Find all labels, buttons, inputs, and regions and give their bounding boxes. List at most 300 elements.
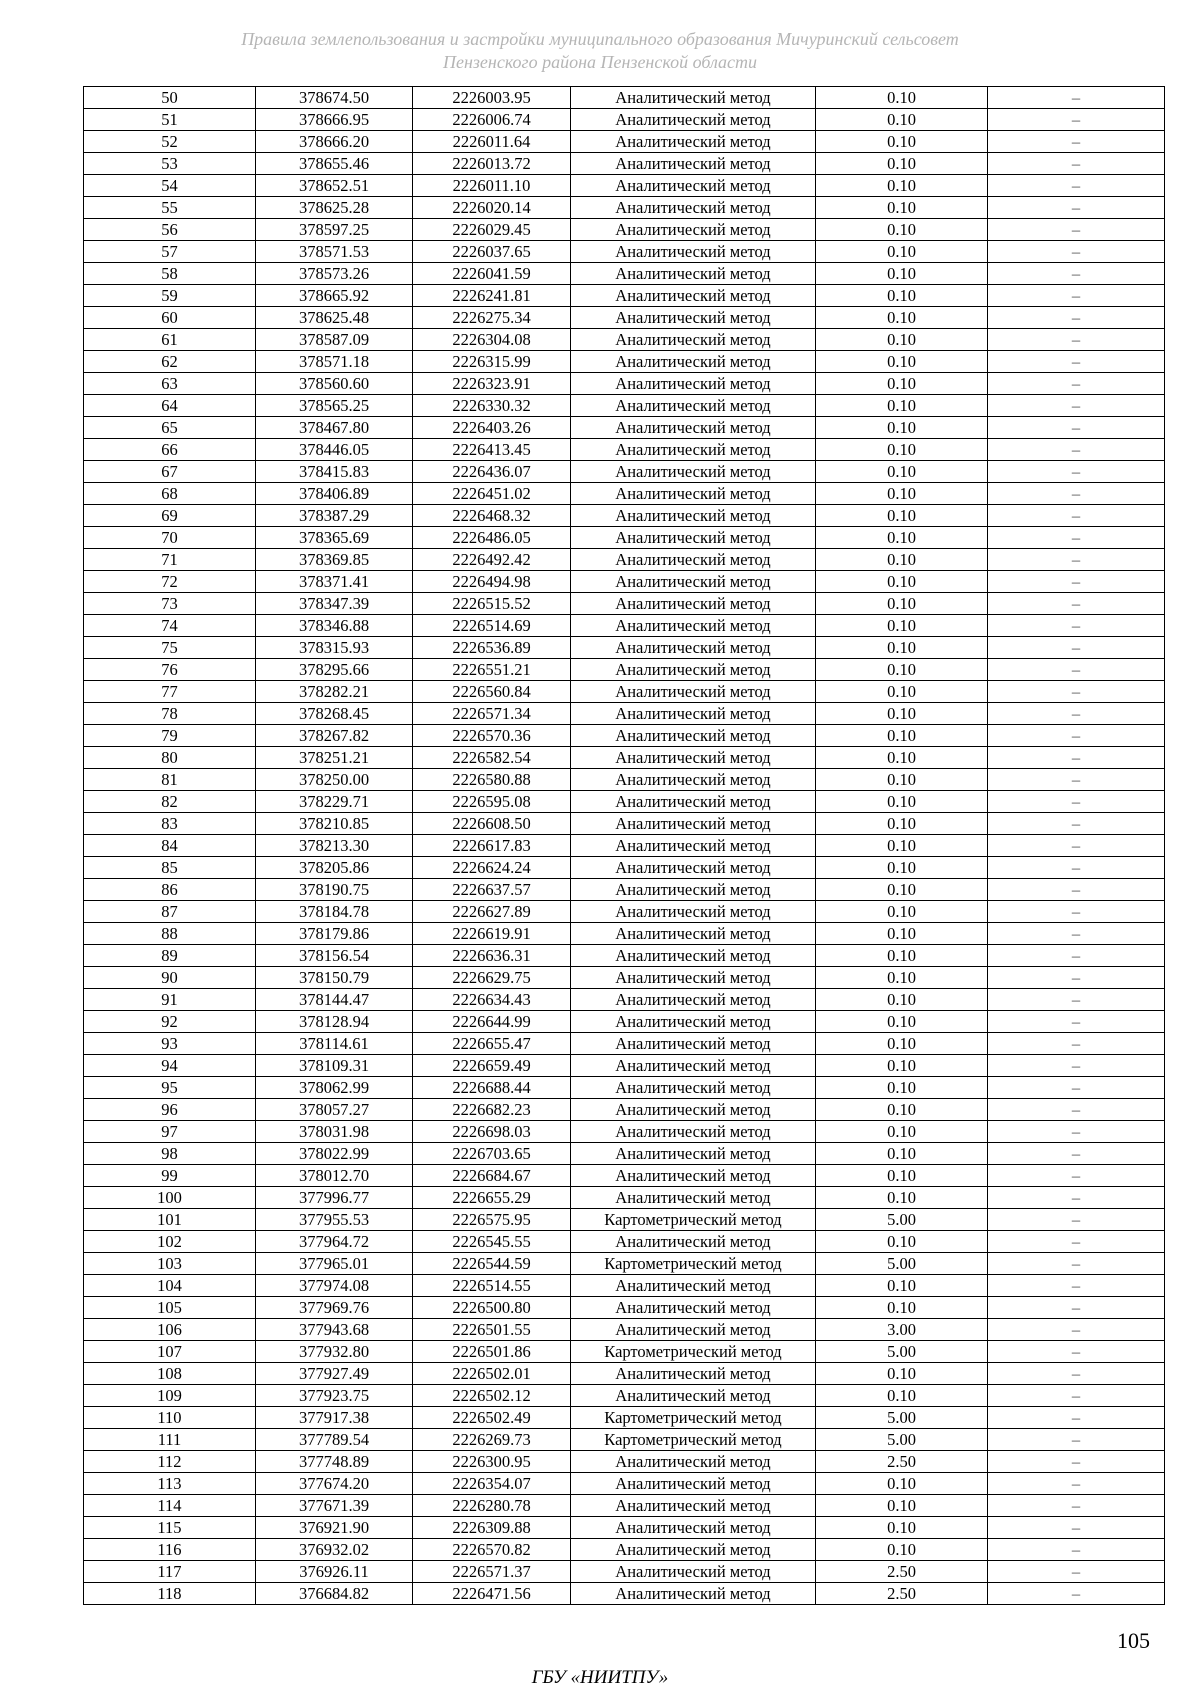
- accuracy-cell: 2.50: [816, 1451, 988, 1473]
- x-coordinate-cell: 378369.85: [256, 549, 413, 571]
- x-coordinate-cell: 377964.72: [256, 1231, 413, 1253]
- point-number-cell: 108: [84, 1363, 256, 1385]
- y-coordinate-cell: 2226280.78: [413, 1495, 571, 1517]
- x-coordinate-cell: 378062.99: [256, 1077, 413, 1099]
- y-coordinate-cell: 2226551.21: [413, 659, 571, 681]
- y-coordinate-cell: 2226655.47: [413, 1033, 571, 1055]
- x-coordinate-cell: 377996.77: [256, 1187, 413, 1209]
- note-cell: –: [988, 901, 1165, 923]
- x-coordinate-cell: 377943.68: [256, 1319, 413, 1341]
- table-row: [84, 483, 1165, 505]
- method-cell: Аналитический метод: [571, 1121, 816, 1143]
- x-coordinate-cell: 377671.39: [256, 1495, 413, 1517]
- table-row: [84, 241, 1165, 263]
- table-row: [84, 659, 1165, 681]
- y-coordinate-cell: 2226698.03: [413, 1121, 571, 1143]
- point-number-cell: 62: [84, 351, 256, 373]
- table-row: [84, 1055, 1165, 1077]
- y-coordinate-cell: 2226304.08: [413, 329, 571, 351]
- x-coordinate-cell: 378144.47: [256, 989, 413, 1011]
- note-cell: –: [988, 1539, 1165, 1561]
- table-row: [84, 527, 1165, 549]
- y-coordinate-cell: 2226502.01: [413, 1363, 571, 1385]
- point-number-cell: 114: [84, 1495, 256, 1517]
- x-coordinate-cell: 377927.49: [256, 1363, 413, 1385]
- note-cell: –: [988, 1011, 1165, 1033]
- table-row: [84, 175, 1165, 197]
- x-coordinate-cell: 377789.54: [256, 1429, 413, 1451]
- note-cell: –: [988, 703, 1165, 725]
- y-coordinate-cell: 2226501.55: [413, 1319, 571, 1341]
- method-cell: Аналитический метод: [571, 945, 816, 967]
- method-cell: Картометрический метод: [571, 1407, 816, 1429]
- accuracy-cell: 5.00: [816, 1429, 988, 1451]
- point-number-cell: 93: [84, 1033, 256, 1055]
- y-coordinate-cell: 2226500.80: [413, 1297, 571, 1319]
- method-cell: Картометрический метод: [571, 1253, 816, 1275]
- note-cell: –: [988, 857, 1165, 879]
- method-cell: Аналитический метод: [571, 1495, 816, 1517]
- note-cell: –: [988, 1583, 1165, 1605]
- x-coordinate-cell: 378210.85: [256, 813, 413, 835]
- point-number-cell: 58: [84, 263, 256, 285]
- accuracy-cell: 0.10: [816, 329, 988, 351]
- method-cell: Аналитический метод: [571, 197, 816, 219]
- method-cell: Аналитический метод: [571, 1539, 816, 1561]
- method-cell: Аналитический метод: [571, 1011, 816, 1033]
- table-row: [84, 1473, 1165, 1495]
- point-number-cell: 110: [84, 1407, 256, 1429]
- point-number-cell: 80: [84, 747, 256, 769]
- method-cell: Аналитический метод: [571, 1319, 816, 1341]
- method-cell: Аналитический метод: [571, 175, 816, 197]
- y-coordinate-cell: 2226436.07: [413, 461, 571, 483]
- y-coordinate-cell: 2226011.10: [413, 175, 571, 197]
- table-row: [84, 813, 1165, 835]
- note-cell: –: [988, 1297, 1165, 1319]
- table-row: [84, 1517, 1165, 1539]
- note-cell: –: [988, 571, 1165, 593]
- method-cell: Аналитический метод: [571, 747, 816, 769]
- table-row: [84, 263, 1165, 285]
- accuracy-cell: 0.10: [816, 857, 988, 879]
- y-coordinate-cell: 2226300.95: [413, 1451, 571, 1473]
- x-coordinate-cell: 378114.61: [256, 1033, 413, 1055]
- x-coordinate-cell: 378179.86: [256, 923, 413, 945]
- accuracy-cell: 2.50: [816, 1561, 988, 1583]
- point-number-cell: 83: [84, 813, 256, 835]
- x-coordinate-cell: 378565.25: [256, 395, 413, 417]
- x-coordinate-cell: 377923.75: [256, 1385, 413, 1407]
- table-row: [84, 747, 1165, 769]
- table-row: [84, 989, 1165, 1011]
- table-row: [84, 307, 1165, 329]
- accuracy-cell: 0.10: [816, 109, 988, 131]
- note-cell: –: [988, 615, 1165, 637]
- accuracy-cell: 0.10: [816, 593, 988, 615]
- point-number-cell: 81: [84, 769, 256, 791]
- note-cell: –: [988, 329, 1165, 351]
- y-coordinate-cell: 2226029.45: [413, 219, 571, 241]
- y-coordinate-cell: 2226354.07: [413, 1473, 571, 1495]
- table-row: [84, 879, 1165, 901]
- point-number-cell: 74: [84, 615, 256, 637]
- x-coordinate-cell: 378229.71: [256, 791, 413, 813]
- method-cell: Аналитический метод: [571, 263, 816, 285]
- point-number-cell: 50: [84, 87, 256, 109]
- table-row: [84, 571, 1165, 593]
- x-coordinate-cell: 378190.75: [256, 879, 413, 901]
- table-row: [84, 1121, 1165, 1143]
- table-row: [84, 1297, 1165, 1319]
- note-cell: –: [988, 835, 1165, 857]
- accuracy-cell: 0.10: [816, 879, 988, 901]
- y-coordinate-cell: 2226637.57: [413, 879, 571, 901]
- method-cell: Аналитический метод: [571, 1297, 816, 1319]
- table-row: [84, 439, 1165, 461]
- method-cell: Аналитический метод: [571, 87, 816, 109]
- accuracy-cell: 0.10: [816, 153, 988, 175]
- y-coordinate-cell: 2226608.50: [413, 813, 571, 835]
- accuracy-cell: 2.50: [816, 1583, 988, 1605]
- table-row: [84, 967, 1165, 989]
- x-coordinate-cell: 377969.76: [256, 1297, 413, 1319]
- point-number-cell: 56: [84, 219, 256, 241]
- x-coordinate-cell: 378666.20: [256, 131, 413, 153]
- point-number-cell: 103: [84, 1253, 256, 1275]
- method-cell: Аналитический метод: [571, 1231, 816, 1253]
- table-row: [84, 835, 1165, 857]
- point-number-cell: 115: [84, 1517, 256, 1539]
- note-cell: –: [988, 791, 1165, 813]
- accuracy-cell: 5.00: [816, 1341, 988, 1363]
- point-number-cell: 65: [84, 417, 256, 439]
- table-row: [84, 1011, 1165, 1033]
- header-line-2: Пензенского района Пензенской области: [442, 52, 758, 72]
- table-row: [84, 505, 1165, 527]
- method-cell: Аналитический метод: [571, 439, 816, 461]
- x-coordinate-cell: 378315.93: [256, 637, 413, 659]
- method-cell: Аналитический метод: [571, 967, 816, 989]
- x-coordinate-cell: 377932.80: [256, 1341, 413, 1363]
- note-cell: –: [988, 989, 1165, 1011]
- note-cell: –: [988, 1385, 1165, 1407]
- accuracy-cell: 0.10: [816, 615, 988, 637]
- point-number-cell: 78: [84, 703, 256, 725]
- x-coordinate-cell: 378560.60: [256, 373, 413, 395]
- x-coordinate-cell: 378267.82: [256, 725, 413, 747]
- accuracy-cell: 0.10: [816, 835, 988, 857]
- accuracy-cell: 0.10: [816, 1539, 988, 1561]
- table-row: [84, 351, 1165, 373]
- note-cell: –: [988, 681, 1165, 703]
- method-cell: Аналитический метод: [571, 1517, 816, 1539]
- accuracy-cell: 0.10: [816, 901, 988, 923]
- x-coordinate-cell: 377917.38: [256, 1407, 413, 1429]
- table-row: [84, 395, 1165, 417]
- x-coordinate-cell: 378282.21: [256, 681, 413, 703]
- y-coordinate-cell: 2226560.84: [413, 681, 571, 703]
- x-coordinate-cell: 377748.89: [256, 1451, 413, 1473]
- y-coordinate-cell: 2226013.72: [413, 153, 571, 175]
- table-row: [84, 1143, 1165, 1165]
- point-number-cell: 118: [84, 1583, 256, 1605]
- point-number-cell: 66: [84, 439, 256, 461]
- y-coordinate-cell: 2226617.83: [413, 835, 571, 857]
- table-row: [84, 1385, 1165, 1407]
- x-coordinate-cell: 378467.80: [256, 417, 413, 439]
- note-cell: –: [988, 1363, 1165, 1385]
- method-cell: Картометрический метод: [571, 1341, 816, 1363]
- note-cell: –: [988, 813, 1165, 835]
- accuracy-cell: 0.10: [816, 659, 988, 681]
- method-cell: Аналитический метод: [571, 1187, 816, 1209]
- y-coordinate-cell: 2226571.37: [413, 1561, 571, 1583]
- y-coordinate-cell: 2226514.69: [413, 615, 571, 637]
- point-number-cell: 100: [84, 1187, 256, 1209]
- accuracy-cell: 0.10: [816, 1055, 988, 1077]
- x-coordinate-cell: 378365.69: [256, 527, 413, 549]
- method-cell: Аналитический метод: [571, 307, 816, 329]
- point-number-cell: 95: [84, 1077, 256, 1099]
- point-number-cell: 54: [84, 175, 256, 197]
- x-coordinate-cell: 378012.70: [256, 1165, 413, 1187]
- y-coordinate-cell: 2226011.64: [413, 131, 571, 153]
- point-number-cell: 116: [84, 1539, 256, 1561]
- y-coordinate-cell: 2226684.67: [413, 1165, 571, 1187]
- x-coordinate-cell: 378597.25: [256, 219, 413, 241]
- y-coordinate-cell: 2226041.59: [413, 263, 571, 285]
- accuracy-cell: 0.10: [816, 1517, 988, 1539]
- note-cell: –: [988, 923, 1165, 945]
- table-row: [84, 637, 1165, 659]
- x-coordinate-cell: 378625.28: [256, 197, 413, 219]
- method-cell: Аналитический метод: [571, 373, 816, 395]
- x-coordinate-cell: 378022.99: [256, 1143, 413, 1165]
- y-coordinate-cell: 2226619.91: [413, 923, 571, 945]
- note-cell: –: [988, 219, 1165, 241]
- note-cell: –: [988, 967, 1165, 989]
- method-cell: Аналитический метод: [571, 813, 816, 835]
- table-row: [84, 1407, 1165, 1429]
- note-cell: –: [988, 1121, 1165, 1143]
- table-row: [84, 549, 1165, 571]
- y-coordinate-cell: 2226627.89: [413, 901, 571, 923]
- y-coordinate-cell: 2226486.05: [413, 527, 571, 549]
- y-coordinate-cell: 2226241.81: [413, 285, 571, 307]
- note-cell: –: [988, 1253, 1165, 1275]
- method-cell: Аналитический метод: [571, 615, 816, 637]
- table-row: [84, 1561, 1165, 1583]
- note-cell: –: [988, 747, 1165, 769]
- y-coordinate-cell: 2226502.12: [413, 1385, 571, 1407]
- coordinates-table-body: [84, 87, 1165, 1605]
- method-cell: Аналитический метод: [571, 483, 816, 505]
- method-cell: Аналитический метод: [571, 857, 816, 879]
- method-cell: Аналитический метод: [571, 417, 816, 439]
- table-row: [84, 1341, 1165, 1363]
- note-cell: –: [988, 1099, 1165, 1121]
- method-cell: Аналитический метод: [571, 1385, 816, 1407]
- accuracy-cell: 0.10: [816, 1165, 988, 1187]
- note-cell: –: [988, 1077, 1165, 1099]
- accuracy-cell: 0.10: [816, 1495, 988, 1517]
- y-coordinate-cell: 2226020.14: [413, 197, 571, 219]
- method-cell: Аналитический метод: [571, 1275, 816, 1297]
- y-coordinate-cell: 2226330.32: [413, 395, 571, 417]
- point-number-cell: 55: [84, 197, 256, 219]
- method-cell: Аналитический метод: [571, 1165, 816, 1187]
- accuracy-cell: 0.10: [816, 307, 988, 329]
- y-coordinate-cell: 2226659.49: [413, 1055, 571, 1077]
- y-coordinate-cell: 2226514.55: [413, 1275, 571, 1297]
- method-cell: Аналитический метод: [571, 527, 816, 549]
- accuracy-cell: 0.10: [816, 395, 988, 417]
- table-row: [84, 1583, 1165, 1605]
- note-cell: –: [988, 1429, 1165, 1451]
- accuracy-cell: 0.10: [816, 505, 988, 527]
- note-cell: –: [988, 1275, 1165, 1297]
- x-coordinate-cell: 378347.39: [256, 593, 413, 615]
- method-cell: Аналитический метод: [571, 351, 816, 373]
- note-cell: –: [988, 263, 1165, 285]
- method-cell: Аналитический метод: [571, 681, 816, 703]
- y-coordinate-cell: 2226624.24: [413, 857, 571, 879]
- method-cell: Аналитический метод: [571, 1077, 816, 1099]
- point-number-cell: 113: [84, 1473, 256, 1495]
- note-cell: –: [988, 175, 1165, 197]
- accuracy-cell: 0.10: [816, 439, 988, 461]
- point-number-cell: 61: [84, 329, 256, 351]
- method-cell: Аналитический метод: [571, 835, 816, 857]
- x-coordinate-cell: 378415.83: [256, 461, 413, 483]
- method-cell: Аналитический метод: [571, 549, 816, 571]
- method-cell: Аналитический метод: [571, 1055, 816, 1077]
- point-number-cell: 77: [84, 681, 256, 703]
- method-cell: Аналитический метод: [571, 1583, 816, 1605]
- point-number-cell: 68: [84, 483, 256, 505]
- point-number-cell: 102: [84, 1231, 256, 1253]
- x-coordinate-cell: 378625.48: [256, 307, 413, 329]
- method-cell: Аналитический метод: [571, 593, 816, 615]
- y-coordinate-cell: 2226494.98: [413, 571, 571, 593]
- note-cell: –: [988, 197, 1165, 219]
- note-cell: –: [988, 1451, 1165, 1473]
- note-cell: –: [988, 1473, 1165, 1495]
- x-coordinate-cell: 378156.54: [256, 945, 413, 967]
- point-number-cell: 117: [84, 1561, 256, 1583]
- note-cell: –: [988, 87, 1165, 109]
- note-cell: –: [988, 659, 1165, 681]
- note-cell: –: [988, 439, 1165, 461]
- y-coordinate-cell: 2226580.88: [413, 769, 571, 791]
- point-number-cell: 111: [84, 1429, 256, 1451]
- x-coordinate-cell: 378250.00: [256, 769, 413, 791]
- method-cell: Аналитический метод: [571, 791, 816, 813]
- point-number-cell: 88: [84, 923, 256, 945]
- point-number-cell: 101: [84, 1209, 256, 1231]
- y-coordinate-cell: 2226471.56: [413, 1583, 571, 1605]
- y-coordinate-cell: 2226323.91: [413, 373, 571, 395]
- method-cell: Аналитический метод: [571, 1473, 816, 1495]
- method-cell: Аналитический метод: [571, 879, 816, 901]
- accuracy-cell: 0.10: [816, 197, 988, 219]
- y-coordinate-cell: 2226582.54: [413, 747, 571, 769]
- x-coordinate-cell: 378371.41: [256, 571, 413, 593]
- x-coordinate-cell: 378446.05: [256, 439, 413, 461]
- y-coordinate-cell: 2226003.95: [413, 87, 571, 109]
- accuracy-cell: 0.10: [816, 219, 988, 241]
- point-number-cell: 52: [84, 131, 256, 153]
- note-cell: –: [988, 1187, 1165, 1209]
- note-cell: –: [988, 1561, 1165, 1583]
- table-row: [84, 461, 1165, 483]
- note-cell: –: [988, 131, 1165, 153]
- x-coordinate-cell: 377955.53: [256, 1209, 413, 1231]
- note-cell: –: [988, 1209, 1165, 1231]
- note-cell: –: [988, 769, 1165, 791]
- note-cell: –: [988, 461, 1165, 483]
- x-coordinate-cell: 378666.95: [256, 109, 413, 131]
- point-number-cell: 60: [84, 307, 256, 329]
- x-coordinate-cell: 377974.08: [256, 1275, 413, 1297]
- method-cell: Аналитический метод: [571, 1033, 816, 1055]
- method-cell: Аналитический метод: [571, 901, 816, 923]
- x-coordinate-cell: 377674.20: [256, 1473, 413, 1495]
- y-coordinate-cell: 2226315.99: [413, 351, 571, 373]
- note-cell: –: [988, 879, 1165, 901]
- point-number-cell: 86: [84, 879, 256, 901]
- note-cell: –: [988, 483, 1165, 505]
- point-number-cell: 53: [84, 153, 256, 175]
- x-coordinate-cell: 378573.26: [256, 263, 413, 285]
- table-row: [84, 769, 1165, 791]
- method-cell: Аналитический метод: [571, 1363, 816, 1385]
- table-row: [84, 593, 1165, 615]
- x-coordinate-cell: 378674.50: [256, 87, 413, 109]
- table-row: [84, 901, 1165, 923]
- method-cell: Аналитический метод: [571, 989, 816, 1011]
- x-coordinate-cell: 376932.02: [256, 1539, 413, 1561]
- x-coordinate-cell: 378184.78: [256, 901, 413, 923]
- method-cell: Аналитический метод: [571, 329, 816, 351]
- accuracy-cell: 5.00: [816, 1209, 988, 1231]
- point-number-cell: 90: [84, 967, 256, 989]
- table-row: [84, 1077, 1165, 1099]
- accuracy-cell: 0.10: [816, 725, 988, 747]
- method-cell: Аналитический метод: [571, 131, 816, 153]
- accuracy-cell: 0.10: [816, 791, 988, 813]
- table-row: [84, 1495, 1165, 1517]
- x-coordinate-cell: 378213.30: [256, 835, 413, 857]
- table-row: [84, 1033, 1165, 1055]
- y-coordinate-cell: 2226644.99: [413, 1011, 571, 1033]
- accuracy-cell: 0.10: [816, 769, 988, 791]
- accuracy-cell: 0.10: [816, 747, 988, 769]
- note-cell: –: [988, 153, 1165, 175]
- accuracy-cell: 0.10: [816, 263, 988, 285]
- point-number-cell: 79: [84, 725, 256, 747]
- x-coordinate-cell: 378057.27: [256, 1099, 413, 1121]
- point-number-cell: 112: [84, 1451, 256, 1473]
- point-number-cell: 71: [84, 549, 256, 571]
- x-coordinate-cell: 378665.92: [256, 285, 413, 307]
- note-cell: –: [988, 351, 1165, 373]
- point-number-cell: 94: [84, 1055, 256, 1077]
- accuracy-cell: 0.10: [816, 703, 988, 725]
- table-row: [84, 615, 1165, 637]
- method-cell: Аналитический метод: [571, 659, 816, 681]
